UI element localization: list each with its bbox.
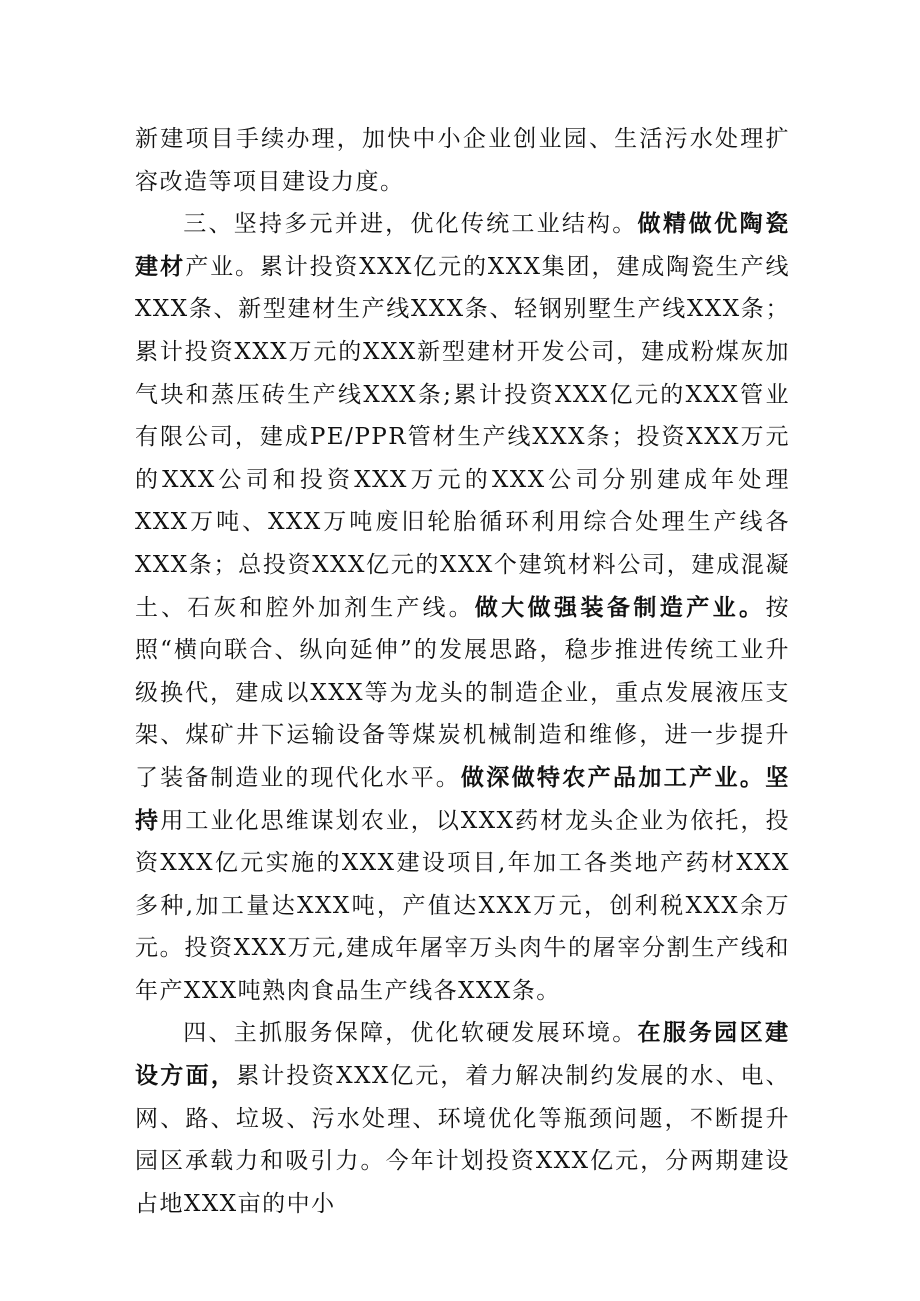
bold-subheading-park-services: 在服务园区建设方面， xyxy=(135,1020,790,1090)
paragraph-section-four xyxy=(135,1012,790,1225)
paragraph-section-three xyxy=(135,203,790,1012)
paragraph-continuation xyxy=(135,118,790,203)
section-heading: 四、主抓服务保障，优化软硬发展环境。 xyxy=(183,1020,638,1047)
paragraph-text: 新建项目手续办理，加快中小企业创业园、生活污水处理扩容改造等项目建设力度。 xyxy=(135,126,790,195)
document-body xyxy=(135,118,790,1225)
bold-subheading-agriculture: 做深做特农产品加工产业。坚持 xyxy=(135,764,791,834)
paragraph-text: 按照“横向联合、纵向延伸”的发展思路，稳步推进传统工业升级换代，建成以XXX等为龙头的制造企业，重点发展液压支架、煤矿井下运输设备等煤炭机械制造和维修，进一步提升了装备制造业的现代化水平。 xyxy=(135,594,790,791)
paragraph-text: 产业。累计投资XXX亿元的XXX集团，建成陶瓷生产线XXX条、新型建材生产线XXX条、轻钢别墅生产线XXX条；累计投资XXX万元的XXX新型建材开发公司，建成粉煤灰加气块和蒸压砖生产线XXX条;累计投资XXX亿元的XXX管业有限公司，建成PE/PPR管材生产线XXX条；投资XXX万元的XXX公司和投资XXX万元的XXX公司分别建成年处理XXX万吨、XXX万吨废旧轮胎循环利用综合处理生产线各XXX条；总投资XXX亿元的XXX个建筑材料公司，建成混凝土、石灰和腔外加剂生产线。 xyxy=(135,253,790,621)
paragraph-text: 累计投资XXX亿元，着力解决制约发展的水、电、网、路、垃圾、污水处理、环境优化等瓶颈问题，不断提升园区承载力和吸引力。今年计划投资XXX亿元，分两期建设占地XXX亩的中小 xyxy=(135,1063,790,1217)
section-heading: 三、坚持多元并进，优化传统工业结构。 xyxy=(183,211,638,238)
paragraph-text: 用工业化思维谋划农业，以XXX药材龙头企业为依托，投资XXX亿元实施的XXX建设项目,年加工各类地产药材XXX多种,加工量达XXX吨，产值达XXX万元，创利税XXX余万元。投资XXX万元,建成年屠宰万头肉牛的屠宰分割生产线和年产XXX吨熟肉食品生产线各XXX条。 xyxy=(135,807,790,1004)
bold-subheading-ceramics: 做精做优陶瓷建材 xyxy=(135,211,790,280)
bold-subheading-equipment: 做大做强装备制造产业。 xyxy=(474,594,766,621)
